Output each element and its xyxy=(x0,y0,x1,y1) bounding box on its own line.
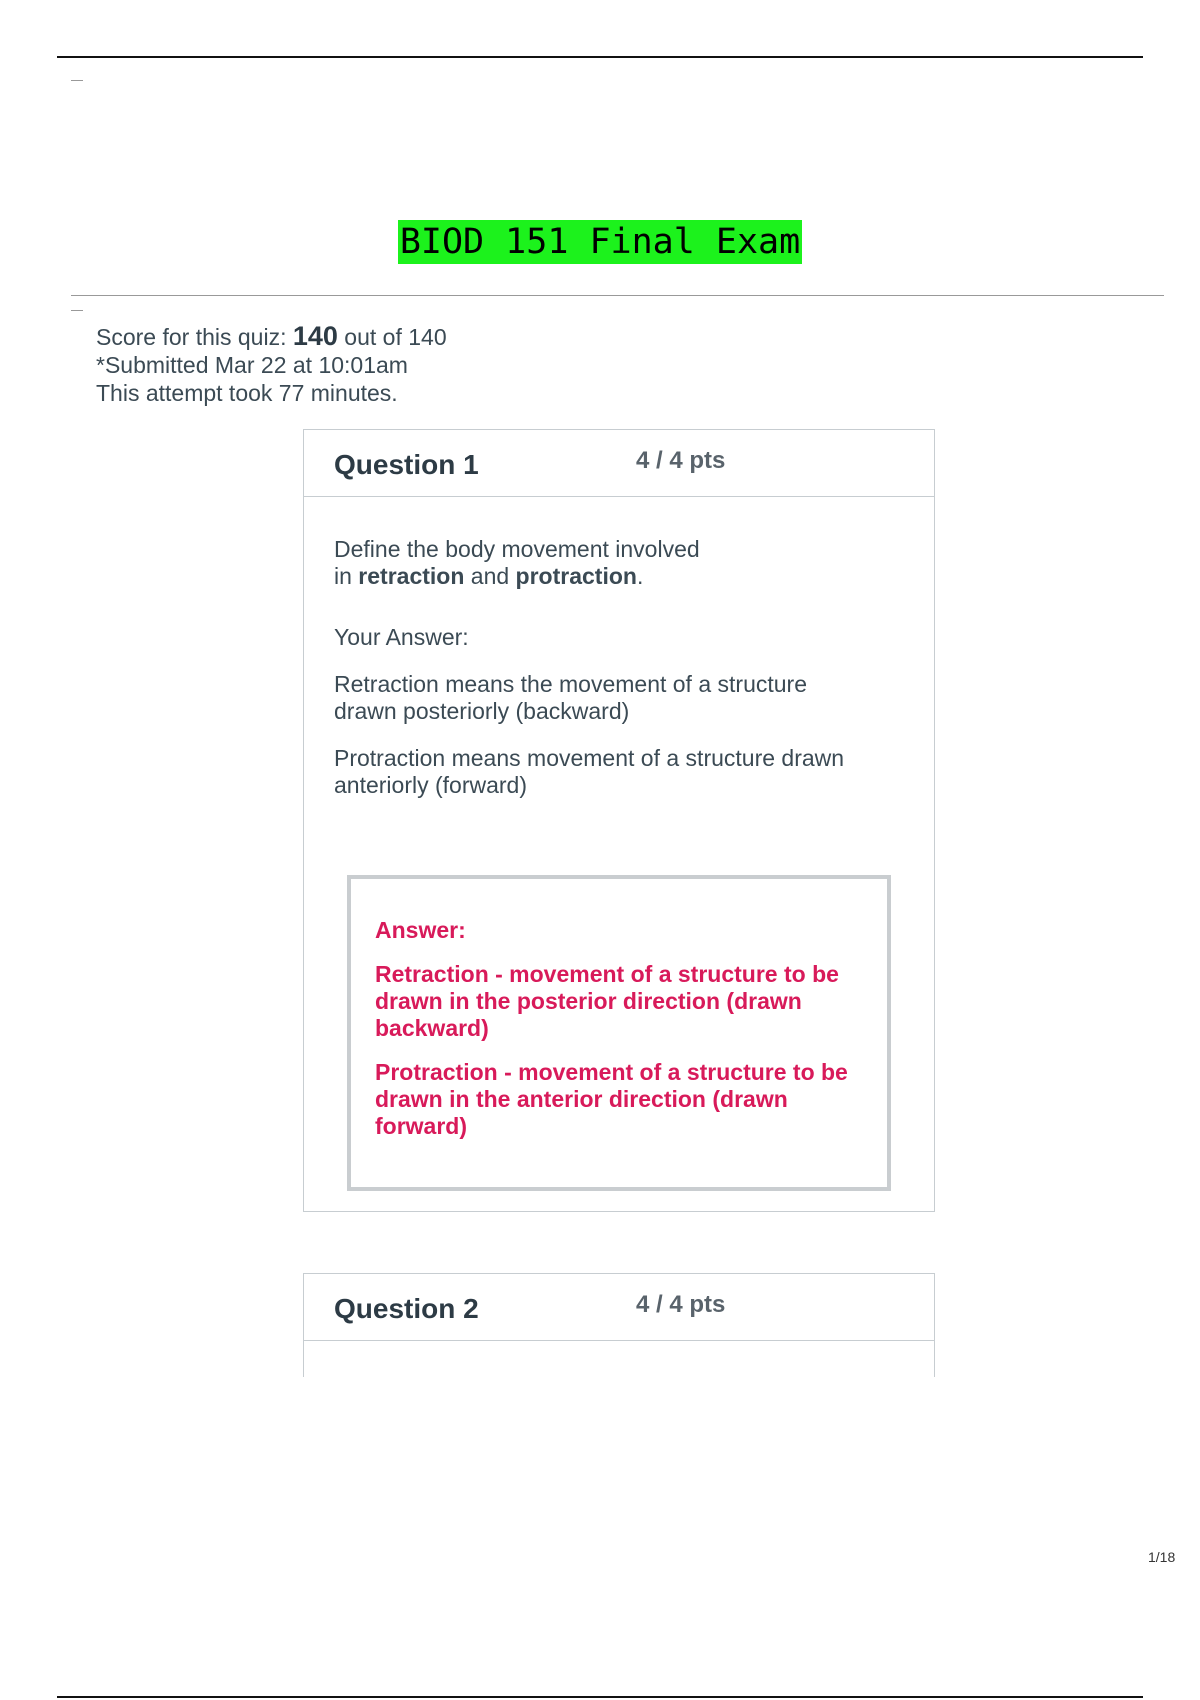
correct-answer-paragraph: Retraction - movement of a structure to be drawn in the posterior direction (drawn backward) xyxy=(375,961,839,1041)
score-line xyxy=(96,322,447,351)
question-body xyxy=(304,497,934,799)
question-title: Question 2 xyxy=(334,1293,479,1324)
quiz-summary xyxy=(96,322,447,407)
question-header xyxy=(304,430,934,497)
bottom-rule xyxy=(57,1696,1143,1698)
prompt-and: and xyxy=(464,563,516,589)
correct-answer-box xyxy=(347,875,891,1191)
score-value: 140 xyxy=(292,321,338,351)
prompt-term-retraction: retraction xyxy=(358,563,465,589)
correct-answer-label: Answer: xyxy=(375,917,466,943)
question-header xyxy=(304,1274,934,1341)
your-answer-paragraph: Protraction means movement of a structure drawn anteriorly (forward) xyxy=(334,745,845,798)
dash-mark xyxy=(71,80,83,81)
question-points: 4 / 4 pts xyxy=(636,1291,726,1318)
document-title: BIOD 151 Final Exam xyxy=(399,222,801,262)
title-divider xyxy=(71,295,1164,296)
score-suffix: out of 140 xyxy=(337,324,447,350)
title-container xyxy=(0,220,1200,264)
question-prompt xyxy=(334,497,904,590)
question-card xyxy=(303,1273,935,1377)
your-answer-label: Your Answer: xyxy=(334,624,469,650)
question-points: 4 / 4 pts xyxy=(636,447,726,474)
prompt-start: Define the body movement involved xyxy=(334,536,700,562)
prompt-term-protraction: protraction xyxy=(515,563,637,589)
prompt-in: in xyxy=(334,563,359,589)
duration-line: This attempt took 77 minutes. xyxy=(96,380,398,406)
question-card xyxy=(303,429,935,1212)
correct-answer-paragraph: Protraction - movement of a structure to be drawn in the anterior direction (drawn forward) xyxy=(375,1059,848,1139)
question-title: Question 1 xyxy=(334,449,479,480)
submitted-line: *Submitted Mar 22 at 10:01am xyxy=(96,352,408,378)
your-answer-paragraph: Retraction means the movement of a structure drawn posteriorly (backward) xyxy=(334,671,807,724)
score-prefix: Score for this quiz: xyxy=(96,324,293,350)
page-number: 1/18 xyxy=(1148,1549,1176,1565)
top-rule xyxy=(57,56,1143,58)
dash-mark xyxy=(71,310,83,311)
prompt-end: . xyxy=(636,563,644,589)
